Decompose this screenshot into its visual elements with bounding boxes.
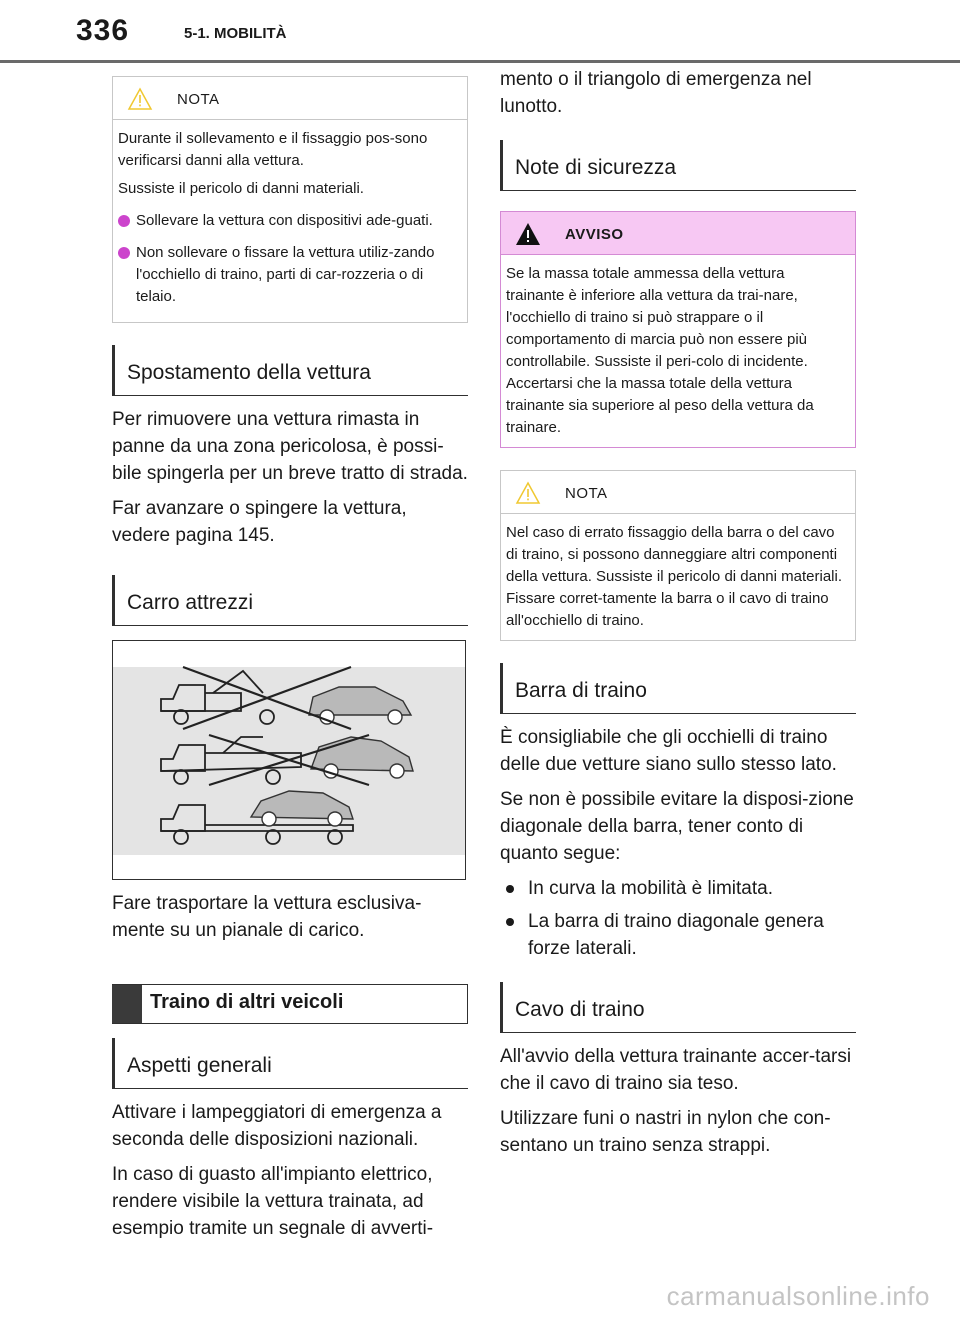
right-column [500, 66, 856, 1167]
bullet-icon [506, 885, 514, 893]
page-number: 336 [76, 14, 130, 47]
avviso-title: AVVISO [565, 225, 624, 243]
paragraph: Per rimuovere una vettura rimasta in panne da una zona pericolosa, è possi-bile spingerla per un breve tratto di strada. [112, 409, 468, 484]
section-heading: Carro attrezzi [112, 575, 468, 626]
paragraph: Se non è possibile evitare la disposi-zione diagonale della barra, tener conto di quanto segue: [500, 789, 854, 864]
paragraph: Far avanzare o spingere la vettura, vedere pagina 145. [112, 498, 407, 546]
watermark: carmanualsonline.info [666, 1281, 930, 1311]
page-header [0, 0, 960, 62]
bullet-dot-icon [118, 247, 130, 259]
list-item: Sollevare la vettura con dispositivi ade-guati. [118, 210, 457, 232]
paragraph: In caso di guasto all'impianto elettrico, rendere visibile la vettura trainata, ad esempio tramite un segnale di avverti- [112, 1164, 434, 1239]
nota-text: Nel caso di errato fissaggio della barra o del cavo di traino, si possono danneggiare altri componenti della vettura. Sussiste il pericolo di danni materiali. Fissare corret-tamente la barra o il cavo di traino all'occhiello di traino. [501, 513, 855, 640]
bullet-dot-icon [118, 215, 130, 227]
nota-title: NOTA [565, 484, 608, 502]
nota-box [112, 76, 468, 323]
caution-triangle-icon [515, 481, 541, 505]
nota-box [500, 470, 856, 641]
nota-text: Durante il sollevamento e il fissaggio pos-sono verificarsi danni alla vettura. [118, 130, 428, 169]
chapter-title: 5-1. MOBILITÀ [184, 25, 287, 42]
section-heading: Cavo di traino [500, 982, 856, 1033]
chapter-section-heading: Traino di altri veicoli [112, 984, 468, 1024]
header-divider [0, 60, 960, 63]
list-item: La barra di traino diagonale genera forze laterali. [500, 908, 856, 962]
nota-text: Sussiste il pericolo di danni materiali. [118, 180, 364, 197]
paragraph: Attivare i lampeggiatori di emergenza a seconda delle disposizioni nazionali. [112, 1102, 442, 1150]
section-heading: Note di sicurezza [500, 140, 856, 191]
figure-caption: Fare trasportare la vettura esclusiva-mente su un pianale di carico. [112, 893, 422, 941]
caution-triangle-icon [127, 87, 153, 111]
paragraph: Utilizzare funi o nastri in nylon che con-sentano un traino senza strappi. [500, 1108, 831, 1156]
paragraph: È consigliabile che gli occhielli di traino delle due vetture siano sullo stesso lato. [500, 727, 837, 775]
bullet-icon [506, 918, 514, 926]
list-item: Non sollevare o fissare la vettura utiliz-zando l'occhiello di traino, parti di car-rozzeria o di telaio. [118, 242, 457, 308]
avviso-text: Se la massa totale ammessa della vettura trainante è inferiore alla vettura da trai-nare, l'occhiello di traino si può strappare o il comportamento di marcia può non essere più controllabile. Sussiste il peri-colo di incidente. Accertarsi che la massa totale della vettura trainante sia superiore al peso della vettura da trainare. [501, 254, 855, 447]
nota-title: NOTA [177, 90, 220, 108]
paragraph: All'avvio della vettura trainante accer-tarsi che il cavo di traino sia teso. [500, 1046, 852, 1094]
section-heading: Aspetti generali [112, 1038, 468, 1089]
warning-triangle-icon [515, 222, 541, 246]
section-heading: Spostamento della vettura [112, 345, 468, 396]
avviso-box [500, 211, 856, 448]
list-item: In curva la mobilità è limitata. [500, 875, 856, 902]
tow-truck-illustration [112, 640, 466, 880]
section-heading: Barra di traino [500, 663, 856, 714]
left-column [112, 76, 468, 1250]
paragraph: mento o il triangolo di emergenza nel lunotto. [500, 69, 812, 117]
